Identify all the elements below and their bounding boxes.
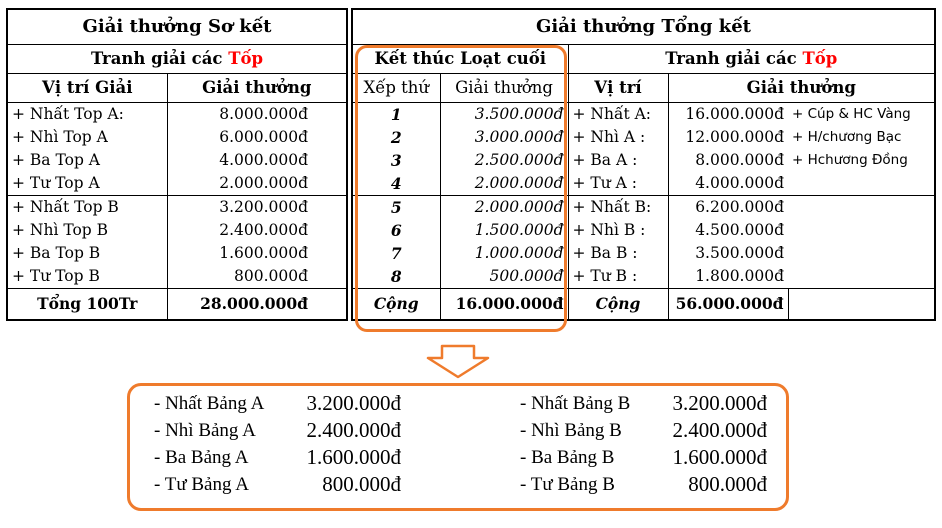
- tong-ket-title: Giải thưởng Tổng kết: [352, 9, 935, 45]
- bang-prizes-list: [127, 390, 789, 508]
- col-pos-header: Vị trí: [568, 74, 668, 103]
- final-prize-cell: 2.500.000đ: [440, 149, 568, 172]
- final-round-title: Kết thúc Loạt cuối: [352, 45, 568, 74]
- prize-cell: 3.200.000đ: [167, 196, 347, 220]
- bang-label: - Ba Bảng A: [154, 447, 249, 468]
- bang-label: - Ba Bảng B: [520, 447, 615, 468]
- prize-cell: 16.000.000đ: [668, 103, 788, 127]
- award-note: [788, 196, 935, 220]
- final-prize-cell: 2.000.000đ: [440, 172, 568, 196]
- bang-amount: 2.400.000đ: [306, 418, 401, 442]
- bang-label: - Nhì Bảng B: [520, 420, 622, 441]
- rank-cell: 4: [352, 172, 440, 196]
- position-cell: + Nhất Top B: [7, 196, 167, 220]
- pos-cell: + Nhì B :: [568, 219, 668, 242]
- subtitle-top: Tốp: [228, 49, 264, 68]
- rank-cell: 5: [352, 196, 440, 220]
- position-cell: + Nhì Top A: [7, 126, 167, 149]
- prize-cell: 800.000đ: [167, 265, 347, 289]
- position-cell: + Ba Top B: [7, 242, 167, 265]
- rank-cell: 8: [352, 265, 440, 289]
- bang-amount: 800.000đ: [688, 472, 767, 496]
- final-prize-cell: 1.000.000đ: [440, 242, 568, 265]
- final-prize-cell: 1.500.000đ: [440, 219, 568, 242]
- award-note: [788, 242, 935, 265]
- col-rank-header: Xếp thứ: [352, 74, 440, 103]
- rank-cell: 2: [352, 126, 440, 149]
- tong-ket-subtitle: [568, 45, 935, 74]
- rank-cell: 3: [352, 149, 440, 172]
- col-prize2-header: Giải thưởng: [668, 74, 935, 103]
- prize-cell: 4.000.000đ: [668, 172, 788, 196]
- rank-cell: 1: [352, 103, 440, 127]
- col-prize-header: Giải thưởng: [167, 74, 347, 103]
- final-total-value: 16.000.000đ: [440, 289, 568, 321]
- pos-cell: + Nhất B:: [568, 196, 668, 220]
- award-note: [788, 265, 935, 289]
- so-ket-subtitle: [7, 45, 347, 74]
- prize-cell: 2.400.000đ: [167, 219, 347, 242]
- total-blank-cell: [788, 289, 935, 321]
- prize-cell: 4.500.000đ: [668, 219, 788, 242]
- so-ket-total-label: Tổng 100Tr: [7, 289, 167, 321]
- award-note: + H/chương Bạc: [788, 126, 935, 149]
- rank-cell: 6: [352, 219, 440, 242]
- final-prize-cell: 3.500.000đ: [440, 103, 568, 127]
- bang-label: - Tư Bảng A: [154, 474, 249, 495]
- prize-cell: 6.000.000đ: [167, 126, 347, 149]
- bang-amount: 800.000đ: [322, 472, 401, 496]
- pos-cell: + Tư A :: [568, 172, 668, 196]
- rank-cell: 7: [352, 242, 440, 265]
- award-note: [788, 219, 935, 242]
- bang-amount: 1.600.000đ: [672, 445, 767, 469]
- position-cell: + Ba Top A: [7, 149, 167, 172]
- subtitle-prefix: Tranh giải các: [90, 49, 229, 68]
- so-ket-title: Giải thưởng Sơ kết: [7, 9, 347, 45]
- final-prize-cell: 500.000đ: [440, 265, 568, 289]
- prize-cell: 1.800.000đ: [668, 265, 788, 289]
- bang-label: - Nhất Bảng A: [154, 393, 265, 414]
- bang-label: - Nhất Bảng B: [520, 393, 631, 414]
- prize-cell: 1.600.000đ: [167, 242, 347, 265]
- subtitle-top: Tốp: [802, 49, 838, 68]
- final-round-highlight-box: [355, 45, 567, 332]
- position-cell: + Nhất Top A:: [7, 103, 167, 127]
- so-ket-table: [6, 8, 348, 321]
- prize-cell: 8.000.000đ: [167, 103, 347, 127]
- award-note: + Hchương Đồng: [788, 149, 935, 172]
- bang-label: - Tư Bảng B: [520, 474, 615, 495]
- final-prize-cell: 3.000.000đ: [440, 126, 568, 149]
- award-note: + Cúp & HC Vàng: [788, 103, 935, 127]
- bang-label: - Nhì Bảng A: [154, 420, 256, 441]
- final-total-label: Cộng: [352, 289, 440, 321]
- bang-amount: 2.400.000đ: [672, 418, 767, 442]
- pos-cell: + Ba B :: [568, 242, 668, 265]
- prize-cell: 12.000.000đ: [668, 126, 788, 149]
- bang-amount: 1.600.000đ: [306, 445, 401, 469]
- col-final-prize-header: Giải thưởng: [440, 74, 568, 103]
- bang-amount: 3.200.000đ: [306, 391, 401, 415]
- down-arrow-icon: [424, 344, 492, 380]
- prize-cell: 6.200.000đ: [668, 196, 788, 220]
- prize-cell: 3.500.000đ: [668, 242, 788, 265]
- bang-amount: 3.200.000đ: [672, 391, 767, 415]
- tong-ket-total-label: Cộng: [568, 289, 668, 321]
- position-cell: + Tư Top B: [7, 265, 167, 289]
- col-position-header: Vị trí Giải: [7, 74, 167, 103]
- prize-cell: 2.000.000đ: [167, 172, 347, 196]
- prize-cell: 8.000.000đ: [668, 149, 788, 172]
- subtitle-prefix: Tranh giải các: [665, 49, 803, 68]
- prize-cell: 4.000.000đ: [167, 149, 347, 172]
- position-cell: + Tư Top A: [7, 172, 167, 196]
- final-prize-cell: 2.000.000đ: [440, 196, 568, 220]
- so-ket-total-value: 28.000.000đ: [167, 289, 347, 321]
- award-note: [788, 172, 935, 196]
- pos-cell: + Nhất A:: [568, 103, 668, 127]
- tong-ket-total-value: 56.000.000đ: [668, 289, 788, 321]
- pos-cell: + Nhì A :: [568, 126, 668, 149]
- pos-cell: + Tư B :: [568, 265, 668, 289]
- pos-cell: + Ba A :: [568, 149, 668, 172]
- position-cell: + Nhì Top B: [7, 219, 167, 242]
